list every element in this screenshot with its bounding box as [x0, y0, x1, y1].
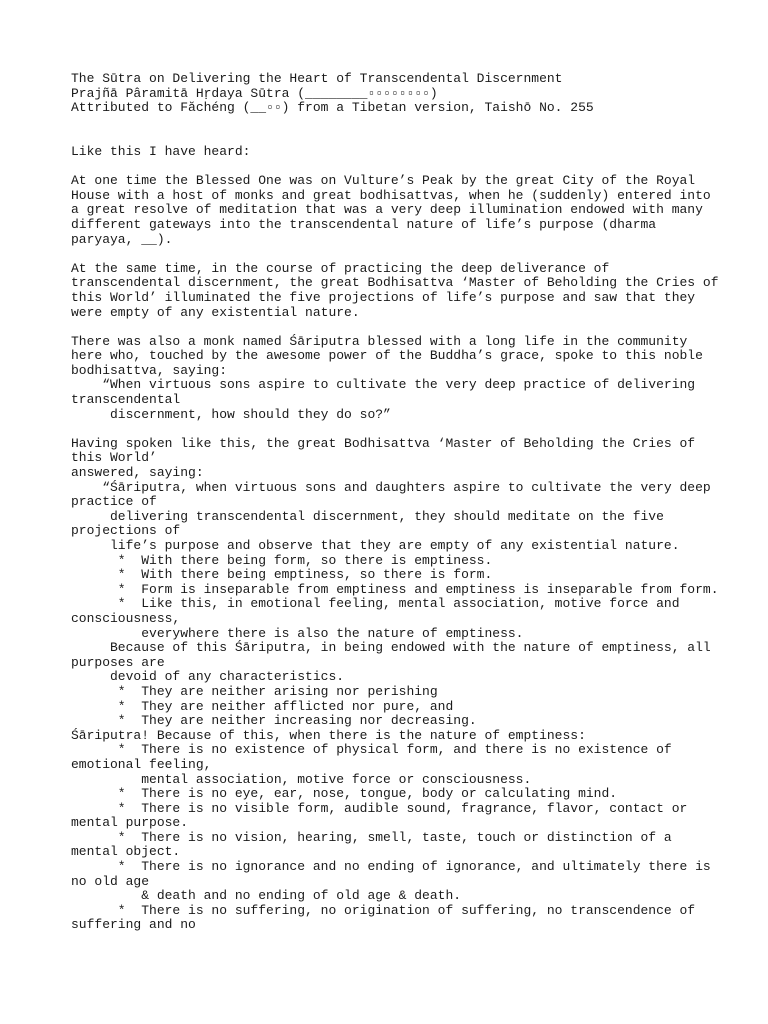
text-line: life’s purpose and observe that they are empty of any existential nature.: [71, 538, 680, 553]
text-line: discernment, how should they do so?”: [71, 406, 391, 422]
document-body: [71, 160, 719, 933]
text-line: devoid of any characteristics.: [71, 669, 345, 685]
text-line: * Form is inseparable from emptiness and emptiness is inseparable from form.: [71, 581, 719, 597]
text-line: a great resolve of meditation that was a very deep illumination endowed with many: [71, 202, 703, 218]
text-line: mental association, motive force or consciousness.: [71, 771, 532, 787]
paragraph-gap: [71, 247, 711, 262]
paragraph: [71, 435, 719, 933]
paragraph: [71, 174, 711, 247]
text-line: * They are neither increasing nor decreasing.: [71, 713, 477, 729]
text-line: answered, saying:: [71, 465, 204, 481]
header-line: Attributed to Făchéng (__▫▫) from a Tibetan version, Taishō No. 255: [71, 100, 594, 116]
header-line: The Sūtra on Delivering the Heart of Transcendental Discernment: [71, 71, 563, 86]
text-line: * With there being emptiness, so there is form.: [71, 567, 493, 583]
spacer: [71, 116, 711, 145]
text-line: * There is no vision, hearing, smell, taste, touch or distinction of a: [71, 829, 672, 845]
text-line: At one time the Blessed One was on Vulture’s Peak by the great City of the Royal: [71, 173, 696, 189]
paragraph: [71, 260, 719, 320]
text-line: Because of this Śāriputra, in being endowed with the nature of emptiness, all: [71, 640, 711, 656]
text-line: projections of: [71, 523, 181, 539]
text-line: transcendental discernment, the great Bodhisattva ‘Master of Beholding the Cries of: [71, 275, 719, 291]
text-line: At the same time, in the course of practicing the deep deliverance of: [71, 260, 610, 276]
text-line: purposes are: [71, 654, 165, 670]
document-page: [71, 71, 719, 933]
text-line: * They are neither afflicted nor pure, and: [71, 698, 454, 714]
text-line: this World’ illuminated the five projections of life’s purpose and saw that they: [71, 289, 696, 305]
paragraph-gap: [71, 160, 711, 175]
text-line: * Like this, in emotional feeling, mental association, motive force and: [71, 596, 680, 612]
text-line: * There is no existence of physical form, and there is no existence of: [71, 742, 672, 758]
text-line: mental object.: [71, 844, 181, 860]
text-line: * There is no visible form, audible sound, fragrance, flavor, contact or: [71, 800, 688, 816]
text-line: practice of: [71, 494, 157, 510]
header-line: Prajñā Pâramitā Hṛdaya Sūtra (________▫▫▫▫▫▫▫▫): [71, 85, 438, 101]
text-line: suffering and no: [71, 917, 196, 933]
text-line: * With there being form, so there is emptiness.: [71, 552, 493, 568]
paragraph: [71, 335, 711, 423]
text-line: “Śāriputra, when virtuous sons and daughters aspire to cultivate the very deep: [71, 479, 711, 495]
document-header: [71, 72, 711, 116]
text-line: everywhere there is also the nature of emptiness.: [71, 625, 524, 641]
text-line: emotional feeling,: [71, 756, 212, 772]
text-line: & death and no ending of old age & death.: [71, 888, 462, 904]
text-line: * There is no eye, ear, nose, tongue, body or calculating mind.: [71, 786, 618, 802]
text-line: Śāriputra! Because of this, when there is the nature of emptiness:: [71, 727, 586, 743]
text-line: Having spoken like this, the great Bodhisattva ‘Master of Beholding the Cries of: [71, 435, 696, 451]
text-line: bodhisattva, saying:: [71, 362, 228, 378]
opening-line: Like this I have heard:: [71, 143, 251, 159]
text-line: There was also a monk named Śāriputra blessed with a long life in the community: [71, 333, 688, 349]
text-line: * There is no suffering, no origination of suffering, no transcendence of: [71, 902, 696, 918]
text-line: transcendental: [71, 392, 181, 408]
text-line: “When virtuous sons aspire to cultivate the very deep practice of delivering: [71, 377, 696, 393]
text-line: mental purpose.: [71, 815, 189, 831]
text-line: no old age: [71, 873, 150, 889]
text-line: this World’: [71, 450, 157, 466]
text-line: paryaya, __).: [71, 231, 173, 247]
text-line: consciousness,: [71, 610, 181, 626]
text-line: were empty of any existential nature.: [71, 304, 360, 320]
text-line: * There is no ignorance and no ending of ignorance, and ultimately there is: [71, 859, 711, 875]
text-line: House with a host of monks and great bodhisattvas, when he (suddenly) entered into: [71, 187, 711, 203]
text-line: here who, touched by the awesome power of the Buddha’s grace, spoke to this noble: [71, 348, 703, 364]
text-line: * They are neither arising nor perishing: [71, 683, 438, 699]
paragraph-gap: [71, 320, 711, 335]
text-line: different gateways into the transcendental nature of life’s purpose (dharma: [71, 216, 657, 232]
text-line: delivering transcendental discernment, they should meditate on the five: [71, 508, 664, 524]
paragraph-gap: [71, 422, 711, 437]
